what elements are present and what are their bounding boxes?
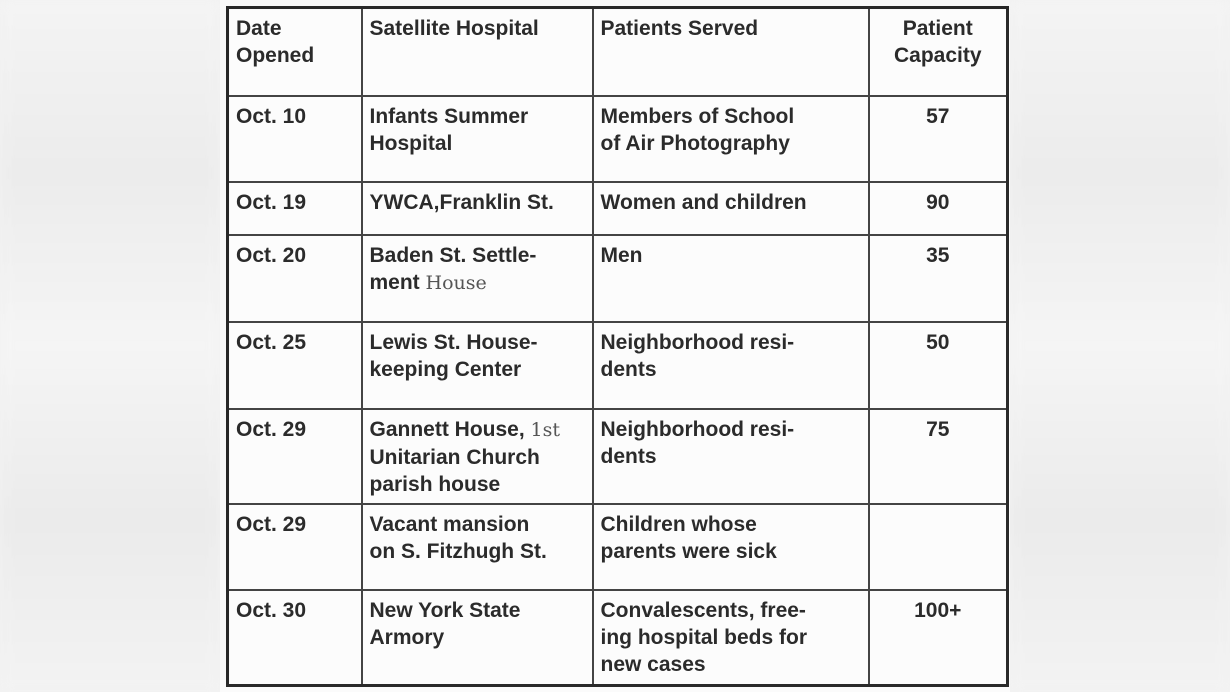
capacity-cell: 50 (869, 322, 1008, 409)
patients-cell (593, 96, 869, 182)
hospital-line: keeping Center (369, 357, 522, 381)
date-cell: Oct. 29 (228, 409, 362, 504)
patients-line: Neighborhood resi- (600, 330, 795, 354)
patients-cell (593, 590, 869, 686)
hospital-cell (362, 590, 593, 686)
blurred-background-left (0, 0, 220, 692)
capacity-cell: 90 (869, 182, 1008, 235)
date-cell: Oct. 30 (228, 590, 362, 686)
blurred-background-right (1010, 0, 1230, 692)
hospital-cell (362, 182, 593, 235)
capacity-cell (869, 504, 1008, 590)
patients-cell (593, 504, 869, 590)
header-date-line-2: Opened (236, 44, 315, 67)
patients-line: of Air Photography (600, 131, 790, 155)
hospital-line: New York State (369, 598, 521, 622)
header-capacity-line-2: Capacity (893, 44, 982, 67)
capacity-cell: 57 (869, 96, 1008, 182)
table-row (228, 235, 1008, 322)
table-row (228, 182, 1008, 235)
table-row (228, 590, 1008, 686)
patients-line: Children whose (600, 512, 757, 536)
capacity-cell: 100+ (869, 590, 1008, 686)
date-cell: Oct. 10 (228, 96, 362, 182)
table-row (228, 96, 1008, 182)
header-date-line-1: Date (236, 17, 282, 40)
patients-cell (593, 235, 869, 322)
patients-line: Men (600, 243, 643, 267)
patients-line: Convalescents, free- (600, 598, 806, 622)
patients-line: Members of School (600, 104, 795, 128)
hospital-serif-fragment: House (425, 271, 487, 294)
patients-cell (593, 322, 869, 409)
hospital-line: Vacant mansion (369, 512, 530, 536)
patients-line: Women and children (600, 190, 807, 214)
hospital-line: Armory (369, 625, 445, 649)
hospital-cell (362, 322, 593, 409)
header-patient-capacity (869, 8, 1008, 96)
patients-line: parents were sick (600, 539, 777, 563)
patients-line: Neighborhood resi- (600, 417, 795, 441)
capacity-cell: 75 (869, 409, 1008, 504)
hospital-serif-fragment: 1st (530, 418, 561, 441)
capacity-cell: 35 (869, 235, 1008, 322)
hospital-line: on S. Fitzhugh St. (369, 539, 547, 563)
hospital-line: parish house (369, 472, 501, 496)
hospital-cell (362, 409, 593, 504)
hospital-line: Hospital (369, 131, 453, 155)
hospital-line: Gannett House, (369, 417, 525, 441)
table-row (228, 409, 1008, 504)
table-row (228, 504, 1008, 590)
hospital-line: Infants Summer (369, 104, 529, 128)
patients-cell (593, 182, 869, 235)
hospital-cell (362, 504, 593, 590)
hospital-cell (362, 235, 593, 322)
hospital-line: Baden St. Settle- (369, 243, 537, 267)
header-patients-served: Patients Served (593, 8, 869, 96)
hospital-cell (362, 96, 593, 182)
patients-line: ing hospital beds for (600, 625, 808, 649)
patients-line: dents (600, 357, 657, 381)
patients-cell (593, 409, 869, 504)
date-cell: Oct. 25 (228, 322, 362, 409)
hospital-line: Lewis St. House- (369, 330, 538, 354)
date-cell: Oct. 20 (228, 235, 362, 322)
header-row (228, 8, 1008, 96)
satellite-hospitals-table (226, 6, 1009, 687)
patients-line: dents (600, 444, 657, 468)
patients-line: new cases (600, 652, 706, 676)
date-cell: Oct. 29 (228, 504, 362, 590)
header-date-opened (228, 8, 362, 96)
hospital-line: Unitarian Church (369, 445, 540, 469)
date-cell: Oct. 19 (228, 182, 362, 235)
hospital-line: ment (369, 270, 420, 294)
header-satellite-hospital: Satellite Hospital (362, 8, 593, 96)
hospital-line: YWCA,Franklin St. (369, 190, 554, 214)
table-row (228, 322, 1008, 409)
header-capacity-line-1: Patient (902, 17, 973, 40)
